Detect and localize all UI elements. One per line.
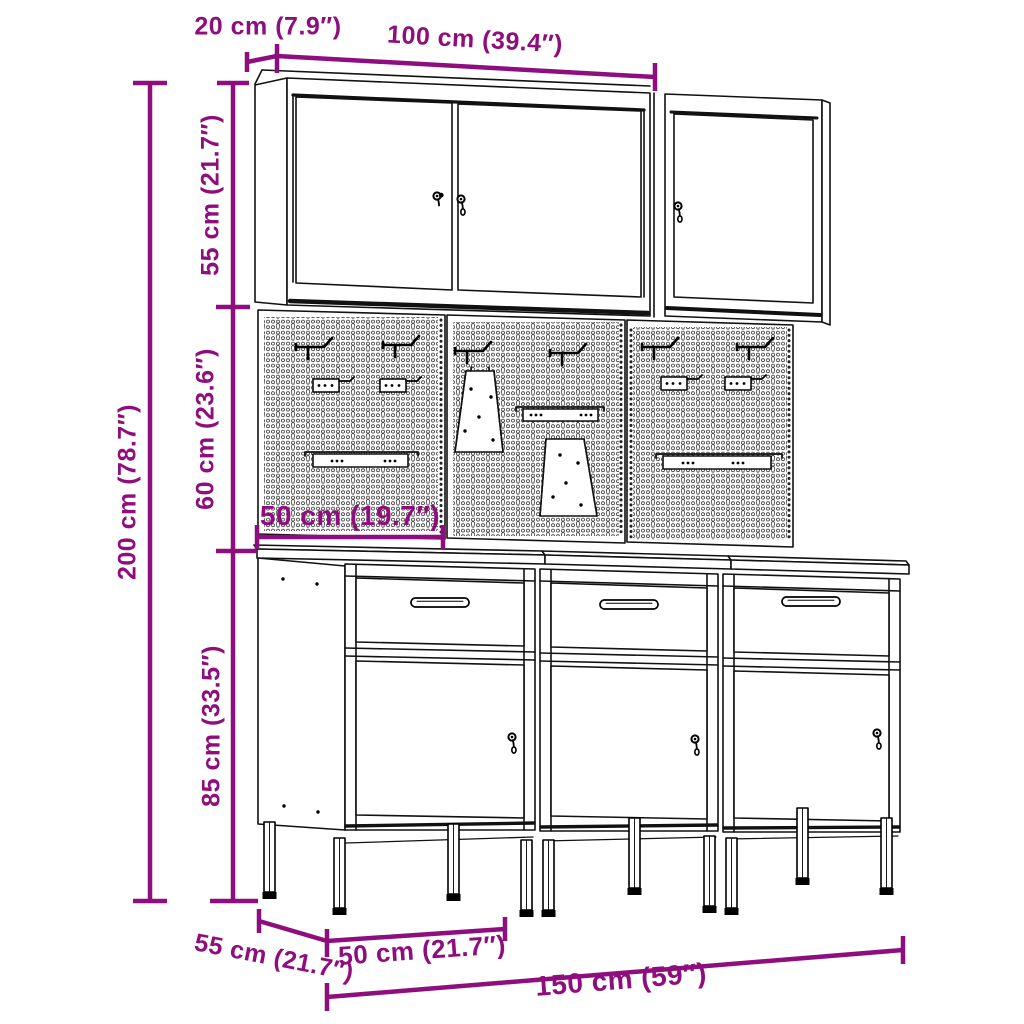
wall-left-door-2 bbox=[458, 104, 641, 297]
drawer-front bbox=[551, 583, 707, 651]
base-cabinet-3 bbox=[723, 574, 900, 839]
door-front bbox=[551, 666, 707, 819]
wall-right-door bbox=[674, 114, 813, 303]
dimension-label-base-depth: 55 cm (21.7″) bbox=[192, 928, 357, 987]
base-cabinet-2 bbox=[540, 569, 718, 841]
dimension-label-total-height: 200 cm (78.7″) bbox=[113, 403, 142, 581]
base-cabinet-side-panel bbox=[258, 558, 345, 830]
dimension-label-base-unit-width: 50 cm (21.7″) bbox=[337, 929, 507, 971]
dimension-label-total-width: 150 cm (59″) bbox=[534, 957, 708, 1002]
base-cabinet-1 bbox=[345, 564, 535, 843]
dimension-line-base-depth bbox=[259, 921, 327, 941]
wall-cabinet-left bbox=[255, 70, 650, 316]
pegboard-panel-right bbox=[627, 320, 793, 547]
dimension-label-wall-height: 55 cm (21.7″) bbox=[196, 114, 225, 276]
wall-left-door-1 bbox=[296, 97, 452, 290]
dimension-label-wall-depth: 20 cm (7.9″) bbox=[194, 12, 342, 41]
door-front bbox=[356, 661, 524, 818]
drawer-front bbox=[356, 578, 524, 646]
wall-cabinet-right bbox=[654, 93, 830, 325]
pegboard-rail bbox=[305, 452, 418, 467]
dimension-line-wall-depth bbox=[247, 56, 277, 62]
worktop-right bbox=[728, 556, 909, 574]
dimension-label-base-height: 85 cm (33.5″) bbox=[197, 645, 226, 807]
door-front bbox=[734, 671, 889, 821]
pegboard-rail bbox=[656, 454, 782, 469]
dimension-label-pegboard-width: 50 cm (19.7″) bbox=[259, 500, 441, 531]
dimension-line-wall-width bbox=[277, 56, 655, 77]
dimension-label-pegboard-height: 60 cm (23.6″) bbox=[191, 348, 220, 510]
pegboard-rail bbox=[516, 407, 604, 421]
worktop-middle bbox=[542, 551, 731, 569]
dimension-label-wall-width: 100 cm (39.4″) bbox=[386, 20, 564, 59]
pegboard-panel-middle bbox=[447, 315, 625, 543]
